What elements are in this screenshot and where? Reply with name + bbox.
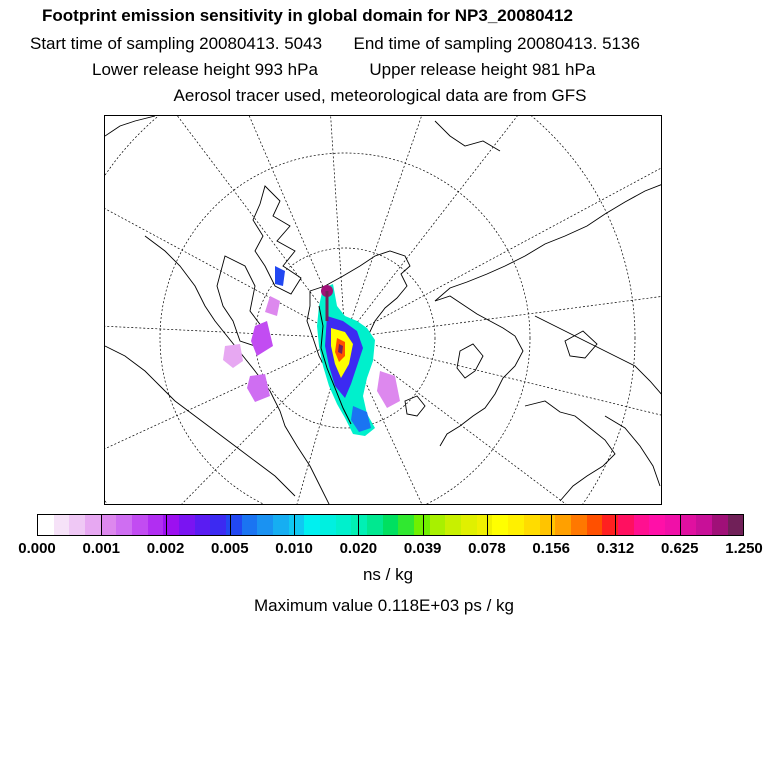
colorbar-tick	[294, 515, 295, 535]
plot-title: Footprint emission sensitivity in global domain for NP3_20080412	[42, 6, 573, 25]
colorbar-tick	[166, 515, 167, 535]
coast-scandinavia	[435, 296, 523, 446]
colorbar-swatch	[195, 515, 211, 535]
colorbar-swatch	[634, 515, 650, 535]
colorbar-swatch	[665, 515, 681, 535]
coast-russia	[535, 316, 662, 396]
coast-siberia	[435, 184, 662, 301]
plume-patch	[251, 321, 273, 356]
end-time-label: End time of sampling	[353, 34, 513, 53]
lower-height-value: 993 hPa	[254, 60, 318, 79]
colorbar-swatch	[210, 515, 226, 535]
colorbar-swatch	[524, 515, 540, 535]
coast-hudson	[105, 346, 295, 496]
colorbar-tick	[358, 515, 359, 535]
colorbar-swatch	[477, 515, 493, 535]
sensitivity-field	[223, 266, 400, 436]
colorbar-tick-label: 0.002	[146, 540, 185, 557]
colorbar-unit: ns / kg	[362, 565, 414, 584]
coast-north-america	[145, 236, 330, 505]
coast-svalbard	[457, 344, 483, 378]
colorbar-swatch	[304, 515, 320, 535]
lower-height-label: Lower release height	[92, 60, 250, 79]
colorbar-tick-label: 0.078	[468, 540, 506, 557]
polar-map	[104, 115, 662, 505]
colorbar-swatch	[540, 515, 556, 535]
colorbar-tick	[230, 515, 231, 535]
colorbar-swatch	[383, 515, 399, 535]
colorbar-tick-label: 0.001	[82, 540, 121, 557]
colorbar-tick-label: 1.250	[725, 540, 763, 557]
coastlines	[105, 116, 662, 505]
colorbar-tick-label: 0.005	[211, 540, 249, 557]
meridian	[345, 116, 525, 338]
end-time-value: 20080413. 5136	[517, 34, 640, 53]
coast-iceland	[405, 396, 425, 416]
colorbar-swatch	[492, 515, 508, 535]
colorbar-tick	[487, 515, 488, 535]
colorbar-swatch	[132, 515, 148, 535]
colorbar-swatch	[681, 515, 697, 535]
upper-height-label: Upper release height	[369, 60, 528, 79]
plume-patch	[247, 374, 270, 402]
colorbar-swatch	[618, 515, 634, 535]
colorbar-tick	[551, 515, 552, 535]
colorbar-swatch	[69, 515, 85, 535]
colorbar-swatch	[273, 515, 289, 535]
tracer-note: Aerosol tracer used, meteorological data are from GFS	[173, 86, 587, 105]
colorbar-tick-label: 0.020	[339, 540, 378, 557]
colorbar-tick-label: 0.312	[596, 540, 635, 557]
map-svg	[105, 116, 662, 505]
colorbar-tick	[423, 515, 424, 535]
colorbar-tick-label: 0.156	[532, 540, 570, 557]
colorbar-swatch	[555, 515, 571, 535]
upper-height-value: 981 hPa	[531, 60, 596, 79]
colorbar-swatch	[116, 515, 132, 535]
colorbar-swatch	[257, 515, 273, 535]
colorbar-swatch	[712, 515, 728, 535]
coast-bering	[435, 121, 500, 151]
colorbar-tick-label: 0.625	[660, 540, 699, 557]
colorbar-swatch	[728, 515, 744, 535]
meridian	[345, 296, 662, 338]
meridian	[175, 338, 345, 505]
meridian	[105, 206, 345, 338]
colorbar-swatch	[508, 515, 524, 535]
start-time-label: Start time of sampling	[30, 34, 195, 53]
colorbar-swatch	[85, 515, 101, 535]
colorbar-swatch	[430, 515, 446, 535]
coast-europe	[525, 401, 615, 501]
colorbar-swatch	[226, 515, 242, 535]
colorbar-swatch	[649, 515, 665, 535]
colorbar-tick-label: 0.010	[275, 540, 313, 557]
colorbar	[37, 514, 744, 536]
start-time-value: 20080413. 5043	[199, 34, 323, 53]
meridian	[345, 116, 425, 338]
colorbar-swatch	[461, 515, 477, 535]
colorbar-swatch	[179, 515, 195, 535]
colorbar-swatch	[148, 515, 164, 535]
colorbar-swatch	[101, 515, 117, 535]
colorbar-swatch	[445, 515, 461, 535]
colorbar-tick	[101, 515, 102, 535]
colorbar-swatch	[696, 515, 712, 535]
release-heights	[92, 60, 768, 80]
colorbar-swatch	[242, 515, 258, 535]
plume-patch	[223, 344, 243, 368]
colorbar-swatch	[587, 515, 603, 535]
colorbar-swatch	[336, 515, 352, 535]
maximum-value: Maximum value 0.118E+03 ps / kg	[253, 596, 514, 615]
sampling-times	[30, 34, 768, 54]
colorbar-tick	[615, 515, 616, 535]
colorbar-swatch	[367, 515, 383, 535]
colorbar-swatch	[320, 515, 336, 535]
colorbar-swatch	[571, 515, 587, 535]
colorbar-swatch	[398, 515, 414, 535]
colorbar-tick-label: 0.039	[403, 540, 442, 557]
colorbar-swatch	[38, 515, 54, 535]
colorbar-tick-label: 0.000	[18, 540, 56, 557]
plume-patch	[265, 296, 280, 316]
colorbar-swatch	[289, 515, 305, 535]
colorbar-tick	[680, 515, 681, 535]
plume-patch	[275, 266, 285, 286]
colorbar-swatch	[54, 515, 70, 535]
